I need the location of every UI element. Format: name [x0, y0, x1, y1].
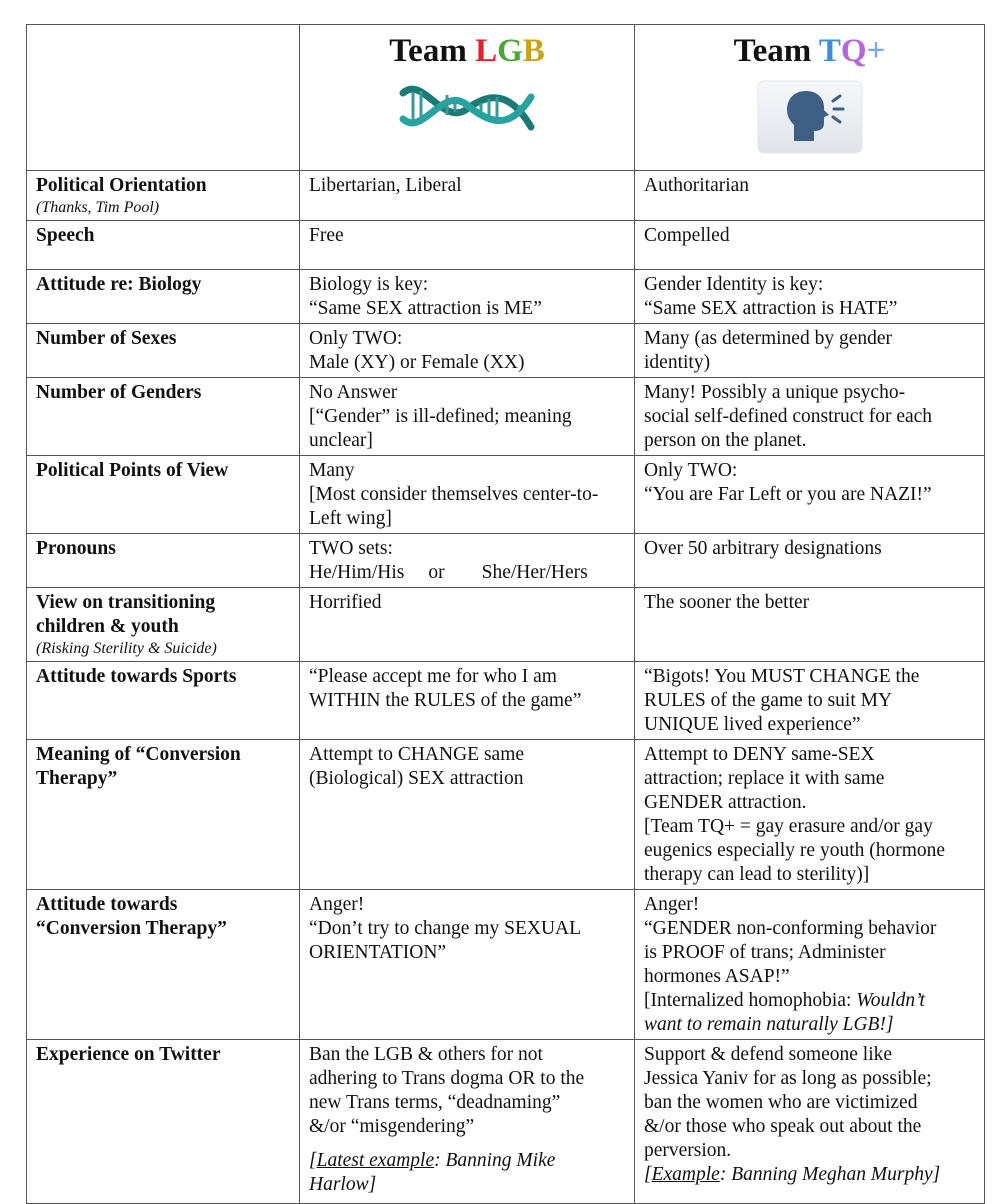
- lgb-text: Free: [309, 225, 344, 246]
- row-label: Attitude towards Sports: [36, 666, 237, 687]
- team-letter: B: [522, 33, 545, 69]
- row-label: Speech: [36, 225, 95, 246]
- tq-cell: [635, 221, 985, 270]
- lgb-cell: [300, 890, 635, 1040]
- lgb-text: Libertarian, Liberal: [309, 175, 462, 196]
- tq-note: [644, 989, 976, 1013]
- header-row: [27, 25, 985, 171]
- tq-text: person on the planet.: [644, 430, 807, 451]
- lgb-text: Horrified: [309, 592, 382, 613]
- tq-text: is PROOF of trans; Administer: [644, 942, 886, 963]
- example-text: : Banning Meghan Murphy]: [719, 1164, 941, 1185]
- tq-cell: [635, 662, 985, 740]
- tq-text: Authoritarian: [644, 175, 750, 196]
- table-row: [27, 270, 985, 324]
- tq-cell: [635, 1040, 985, 1204]
- row-label-cell: [27, 171, 300, 221]
- bracket-open: [: [644, 1164, 652, 1185]
- tq-text: identity): [644, 352, 711, 373]
- lgb-text: Ban the LGB & others for not: [309, 1044, 543, 1065]
- team-letter: L: [475, 33, 498, 69]
- row-label-cell: [27, 662, 300, 740]
- lgb-cell: [300, 740, 635, 890]
- lgb-cell: [300, 171, 635, 221]
- dna-icon: [399, 79, 535, 143]
- team-letter: Q: [840, 33, 867, 69]
- lgb-cell: [300, 456, 635, 534]
- row-label-cell: [27, 534, 300, 588]
- tq-text: eugenics especially re youth (hormone: [644, 840, 946, 861]
- lgb-text: new Trans terms, “deadnaming”: [309, 1092, 561, 1113]
- tq-text: Jessica Yaniv for as long as possible;: [644, 1068, 932, 1089]
- lgb-cell: [300, 270, 635, 324]
- header-team-lgb: [300, 25, 635, 171]
- row-label: Meaning of “Conversion: [36, 744, 241, 765]
- lgb-text: Left wing]: [309, 508, 392, 529]
- row-label: Political Orientation: [36, 175, 207, 196]
- lgb-text: &/or “misgendering”: [309, 1116, 475, 1137]
- lgb-text: [Most consider themselves center-to-: [309, 484, 599, 505]
- example-text: : Banning Mike Harlow]: [309, 1150, 556, 1195]
- lgb-text: Attempt to CHANGE same: [309, 744, 525, 765]
- table-row: [27, 662, 985, 740]
- tq-text: Only TWO:: [644, 460, 738, 481]
- tq-text: “Bigots! You MUST CHANGE the: [644, 666, 920, 687]
- tq-text: Gender Identity is key:: [644, 274, 824, 295]
- example-label: Example: [651, 1164, 720, 1185]
- lgb-text: “Please accept me for who I am: [309, 666, 557, 687]
- table-row: [27, 740, 985, 890]
- tq-cell: [635, 456, 985, 534]
- lgb-text: Only TWO:: [309, 328, 403, 349]
- team-letter: +: [866, 33, 886, 69]
- row-label-cell: [27, 221, 300, 270]
- row-label: Attitude re: Biology: [36, 274, 202, 295]
- tq-cell: [635, 378, 985, 456]
- pronoun-or: or: [428, 562, 445, 583]
- tq-cell: [635, 324, 985, 378]
- tq-text: “Same SEX attraction is HATE”: [644, 298, 898, 319]
- lgb-text: adhering to Trans dogma OR to the: [309, 1068, 585, 1089]
- bracket-open: [: [309, 1150, 317, 1171]
- table-row: [27, 221, 985, 270]
- comparison-table: [26, 24, 985, 1204]
- tq-text: Support & defend someone like: [644, 1044, 893, 1065]
- table-row: [27, 1040, 985, 1204]
- speaking-head-icon: [756, 79, 864, 155]
- row-label-cell: [27, 740, 300, 890]
- pronoun-sets: [309, 561, 626, 585]
- tq-text: ban the women who are victimized: [644, 1092, 918, 1113]
- team-tq-letters: [819, 33, 886, 69]
- lgb-text: TWO sets:: [309, 538, 393, 559]
- tq-cell: [635, 740, 985, 890]
- lgb-cell: [300, 534, 635, 588]
- lgb-cell: [300, 378, 635, 456]
- tq-cell: [635, 171, 985, 221]
- table-row: [27, 534, 985, 588]
- row-sublabel: (Risking Sterility & Suicide): [36, 640, 217, 657]
- row-label: Therapy”: [36, 768, 118, 789]
- tq-text: GENDER attraction.: [644, 792, 807, 813]
- lgb-text: WITHIN the RULES of the game”: [309, 690, 582, 711]
- lgb-cell: [300, 221, 635, 270]
- tq-note-text: [Internalized homophobia:: [644, 990, 857, 1011]
- table-row: [27, 324, 985, 378]
- tq-text: attraction; replace it with same: [644, 768, 885, 789]
- pronoun-set-he: He/Him/His: [309, 562, 405, 583]
- row-label-cell: [27, 270, 300, 324]
- tq-text: Over 50 arbitrary designations: [644, 538, 882, 559]
- lgb-text: unclear]: [309, 430, 373, 451]
- row-label: Number of Genders: [36, 382, 202, 403]
- tq-text: Compelled: [644, 225, 730, 246]
- team-tq-prefix: Team: [733, 33, 819, 69]
- table-row: [27, 890, 985, 1040]
- table-row: [27, 378, 985, 456]
- table-row: [27, 456, 985, 534]
- row-label-cell: [27, 890, 300, 1040]
- lgb-cell: [300, 1040, 635, 1204]
- lgb-text: Male (XY) or Female (XX): [309, 352, 525, 373]
- tq-cell: [635, 890, 985, 1040]
- lgb-text: (Biological) SEX attraction: [309, 768, 524, 789]
- lgb-text: Anger!: [309, 894, 365, 915]
- row-label-cell: [27, 324, 300, 378]
- tq-cell: [635, 270, 985, 324]
- row-sublabel: (Thanks, Tim Pool): [36, 199, 160, 216]
- tq-text: “You are Far Left or you are NAZI!”: [644, 484, 932, 505]
- lgb-cell: [300, 662, 635, 740]
- row-label-cell: [27, 588, 300, 662]
- row-label: Experience on Twitter: [36, 1044, 221, 1065]
- lgb-example: [309, 1149, 626, 1197]
- row-label: “Conversion Therapy”: [36, 918, 227, 939]
- tq-text: Anger!: [644, 894, 700, 915]
- row-label: Pronouns: [36, 538, 116, 559]
- row-label: children & youth: [36, 616, 179, 637]
- table-row: [27, 171, 985, 221]
- tq-text: therapy can lead to sterility)]: [644, 864, 870, 885]
- tq-cell: [635, 534, 985, 588]
- example-label: Latest example: [316, 1150, 435, 1171]
- lgb-cell: [300, 324, 635, 378]
- lgb-text: No Answer: [309, 382, 398, 403]
- lgb-text: ORIENTATION”: [309, 942, 447, 963]
- team-lgb-letters: [475, 33, 545, 69]
- tq-text: “GENDER non-conforming behavior: [644, 918, 937, 939]
- lgb-text: Biology is key:: [309, 274, 429, 295]
- row-label: Number of Sexes: [36, 328, 177, 349]
- tq-note-italic: want to remain naturally LGB!]: [644, 1014, 894, 1035]
- tq-text: social self-defined construct for each: [644, 406, 933, 427]
- team-letter: T: [818, 33, 841, 69]
- header-empty-cell: [27, 25, 300, 171]
- table-row: [27, 588, 985, 662]
- row-label-cell: [27, 456, 300, 534]
- lgb-cell: [300, 588, 635, 662]
- pronoun-set-she: She/Her/Hers: [481, 562, 588, 583]
- row-label-cell: [27, 378, 300, 456]
- tq-text: perversion.: [644, 1140, 732, 1161]
- tq-note-italic: Wouldn’t: [856, 990, 925, 1011]
- team-letter: G: [497, 33, 523, 69]
- lgb-text: “Don’t try to change my SEXUAL: [309, 918, 582, 939]
- row-label: Attitude towards: [36, 894, 178, 915]
- row-label: View on transitioning: [36, 592, 216, 613]
- tq-example: [644, 1163, 976, 1187]
- lgb-text: “Same SEX attraction is ME”: [309, 298, 542, 319]
- team-tq-title: [635, 31, 984, 71]
- row-label-cell: [27, 1040, 300, 1204]
- tq-text: Many (as determined by gender: [644, 328, 892, 349]
- tq-text: hormones ASAP!”: [644, 966, 790, 987]
- header-team-tq: [635, 25, 985, 171]
- tq-text: Attempt to DENY same-SEX: [644, 744, 875, 765]
- row-label: Political Points of View: [36, 460, 229, 481]
- tq-text: RULES of the game to suit MY: [644, 690, 893, 711]
- tq-cell: [635, 588, 985, 662]
- lgb-text: Many: [309, 460, 355, 481]
- tq-text: Many! Possibly a unique psycho-: [644, 382, 906, 403]
- tq-text: UNIQUE lived experience”: [644, 714, 861, 735]
- lgb-text: [“Gender” is ill-defined; meaning: [309, 406, 572, 427]
- team-lgb-prefix: Team: [389, 33, 476, 69]
- tq-text: [Team TQ+ = gay erasure and/or gay: [644, 816, 933, 837]
- tq-text: &/or those who speak out about the: [644, 1116, 922, 1137]
- team-lgb-title: [300, 31, 634, 71]
- tq-text: The sooner the better: [644, 592, 810, 613]
